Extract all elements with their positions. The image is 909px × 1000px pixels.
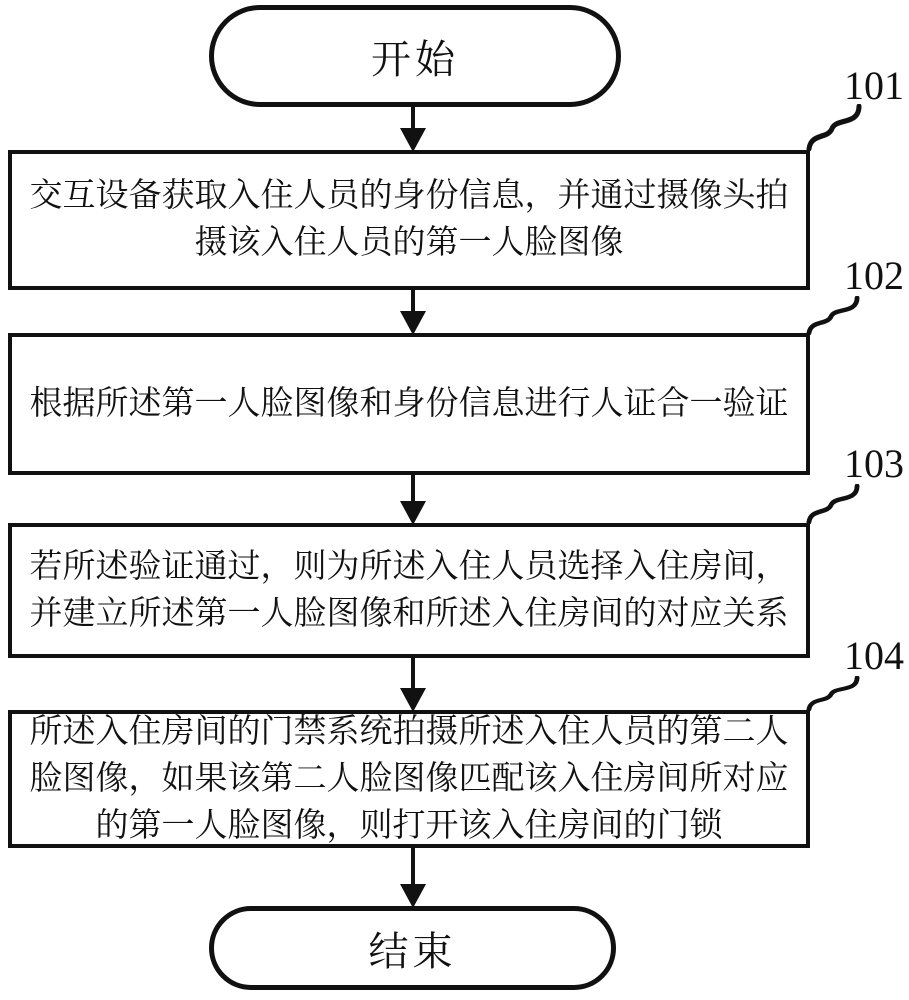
step-text-line: 所述入住房间的门禁系统拍摄所述入住人员的第二人 bbox=[29, 713, 789, 750]
arrow-stem bbox=[411, 847, 415, 884]
step-box-104 bbox=[8, 710, 810, 848]
step-text-line: 若所述验证通过，则为所述入住人员选择入住房间， bbox=[29, 548, 789, 585]
step-ref-label-101: 101 bbox=[844, 63, 904, 108]
leader-line-101 bbox=[806, 104, 862, 151]
step-ref-label-102: 102 bbox=[844, 253, 904, 298]
arrow-head-icon bbox=[400, 884, 426, 908]
arrow-head-icon bbox=[400, 311, 426, 335]
flow-arrow-102-to-103 bbox=[400, 474, 426, 525]
flow-arrow-103-to-104 bbox=[400, 657, 426, 712]
step-box-101 bbox=[8, 150, 810, 290]
step-box-103 bbox=[8, 523, 810, 658]
end-node bbox=[209, 906, 616, 990]
step-box-102 bbox=[8, 333, 810, 475]
arrow-head-icon bbox=[400, 501, 426, 525]
start-label: 开始 bbox=[371, 36, 459, 82]
step-text-line: 根据所述第一人脸图像和身份信息进行人证合一验证 bbox=[29, 385, 789, 422]
arrow-stem bbox=[411, 474, 415, 501]
flow-arrow-101-to-102 bbox=[400, 289, 426, 335]
step-text-line: 摄该入住人员的第一人脸图像 bbox=[194, 225, 624, 261]
arrow-stem bbox=[411, 289, 415, 311]
step-text-line: 交互设备获取入住人员的身份信息，并通过摄像头拍 bbox=[29, 178, 789, 214]
step-text-line: 的第一人脸图像，则打开该入住房间的门锁 bbox=[95, 807, 723, 844]
arrow-head-icon bbox=[400, 128, 426, 152]
flow-arrow-start-to-101 bbox=[400, 106, 426, 152]
arrow-stem bbox=[411, 657, 415, 688]
flow-arrow-104-to-end bbox=[400, 847, 426, 908]
arrow-stem bbox=[411, 106, 415, 128]
end-label: 结束 bbox=[368, 928, 457, 974]
leader-line-104 bbox=[806, 676, 860, 711]
step-text-line: 并建立所述第一人脸图像和所述入住房间的对应关系 bbox=[29, 595, 789, 632]
step-ref-label-104: 104 bbox=[844, 633, 904, 678]
step-ref-label-103: 103 bbox=[844, 441, 904, 486]
step-text-line: 脸图像，如果该第二人脸图像匹配该入住房间所对应 bbox=[29, 760, 789, 797]
start-node bbox=[209, 5, 621, 107]
leader-line-103 bbox=[806, 484, 860, 524]
leader-line-102 bbox=[806, 296, 860, 335]
